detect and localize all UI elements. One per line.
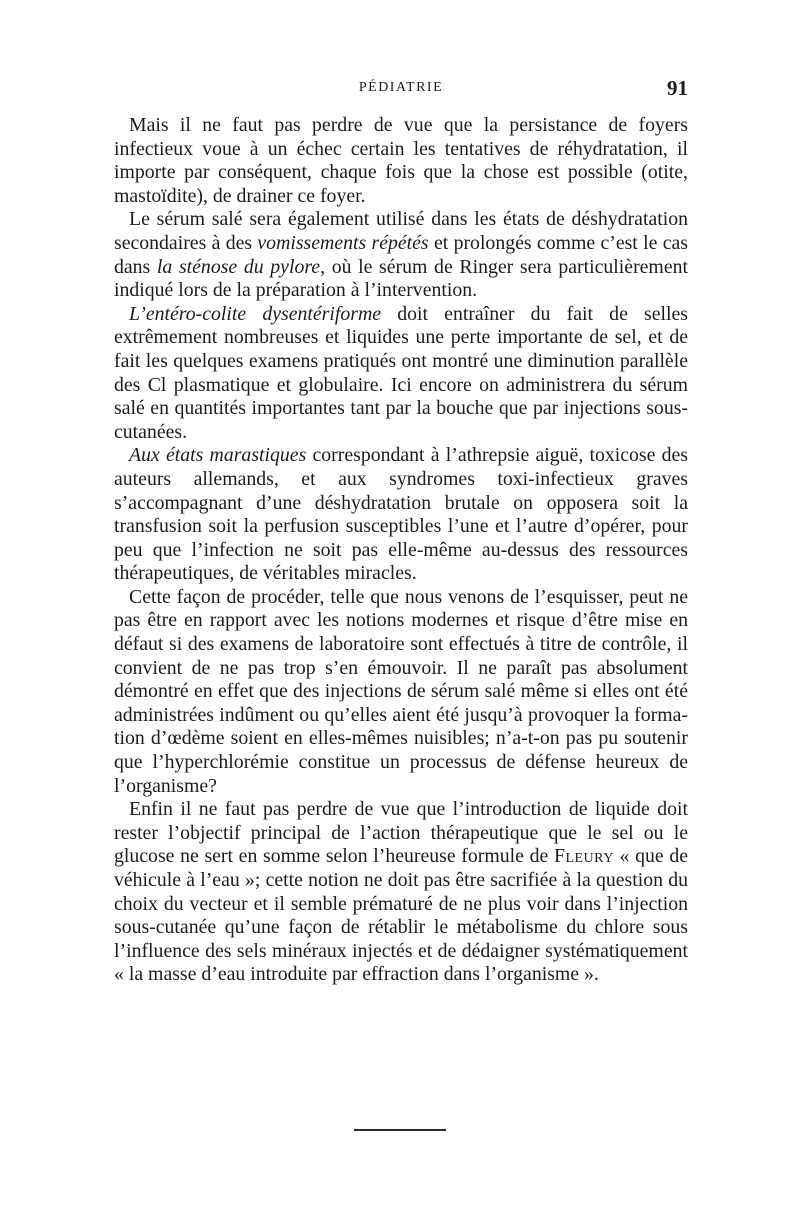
- paragraph-foyers-infectieux: Mais il ne faut pas perdre de vue que la persistance de foyers infectieux voue à un échec certain les tentatives de réhydratation, il importe par conséquent, chaque fois que la chose est possible (otite, mastoïdite), de drainer ce foyer.: [114, 114, 688, 207]
- paragraph-entero-colite: L’entéro-colite dysentériforme doit entraîner du fait de selles extrêmement nombreuses et liquides une perte importante de sel, et de fait les quelques examens pratiqués ont montré une diminution parallèle des Cl plasmatique et globulaire. Ici encore on administrera du sérum salé en quantités importantes tant par la bouche que par injections sous-cutanées.: [114, 302, 688, 443]
- emphasis-vomissements: vomissements répétés: [257, 231, 429, 254]
- emphasis-etats-marastiques: Aux états marastiques: [129, 444, 307, 467]
- paragraph-enfin: Enfin il ne faut pas perdre de vue que l’introduction de liquide doit rester l’objectif principal de l’action thérapeutique que le sel ou le glucose ne sert en somme selon l’heureuse formule de Fleury « que de véhicule à l’eau »; cette notion ne doit pas être sacrifiée à la question du choix du vecteur et il semble prématuré de ne plus voir dans l’injection sous-cutanée qu’une façon de rétablir le métabolisme du chlore sous l’influence des sels minéraux injectés et de dédaigner systématiquement « la masse d’eau introduite par effraction dans l’organisme ».: [114, 798, 688, 986]
- page-number: 91: [667, 76, 688, 100]
- paragraph-etats-marastiques: Aux états marastiques correspondant à l’athrepsie aiguë, toxicose des auteurs allemands, et aux syndromes toxi-infectieux graves s’accompagnant d’une déshydratation brutale on opposera soit la transfusion soit la perfusion susceptibles l’une et l’autre d’opérer, pour peu que l’infection ne soit pas elle-même au-dessus des ressources thérapeutiques, de véritables miracles.: [114, 444, 689, 585]
- author-name-fleury: Fleury: [553, 845, 614, 868]
- section-end-rule: [354, 1129, 446, 1131]
- page-header: [114, 76, 688, 100]
- paragraph-serum-sale: Le sérum salé sera également utilisé dans les états de déshydratation secondaires à des vomissements répétés et prolongés comme c’est le cas dans la sténose du pylore, où le sérum de Ringer sera particulièrement indiqué lors de la préparation à l’intervention.: [114, 208, 688, 302]
- emphasis-stenose: la sténose du pylore: [156, 255, 321, 278]
- paragraph-facon-de-proceder: Cette façon de procéder, telle que nous venons de l’esquisser, peut ne pas être en rapport avec les notions modernes et risque d’être mise en défaut si des examens de laboratoire sont effectués à titre de contrôle, il convient de ne pas trop s’en émouvoir. Il ne paraît pas absolument démontré en effet que des injections de sérum salé même si elles ont été administrées indûment ou qu’elles aient été jusqu’à provoquer la formation d’œdème soient en elles-mêmes nuisibles; n’a-t-on pas pu soutenir que l’hyperchlorémie constitue un processus de défense heureux de l’organisme?: [114, 585, 688, 797]
- body-text: [114, 114, 688, 987]
- running-head: PÉDIATRIE: [358, 80, 444, 95]
- emphasis-entero-colite: L’entéro-colite dysentériforme: [129, 302, 382, 325]
